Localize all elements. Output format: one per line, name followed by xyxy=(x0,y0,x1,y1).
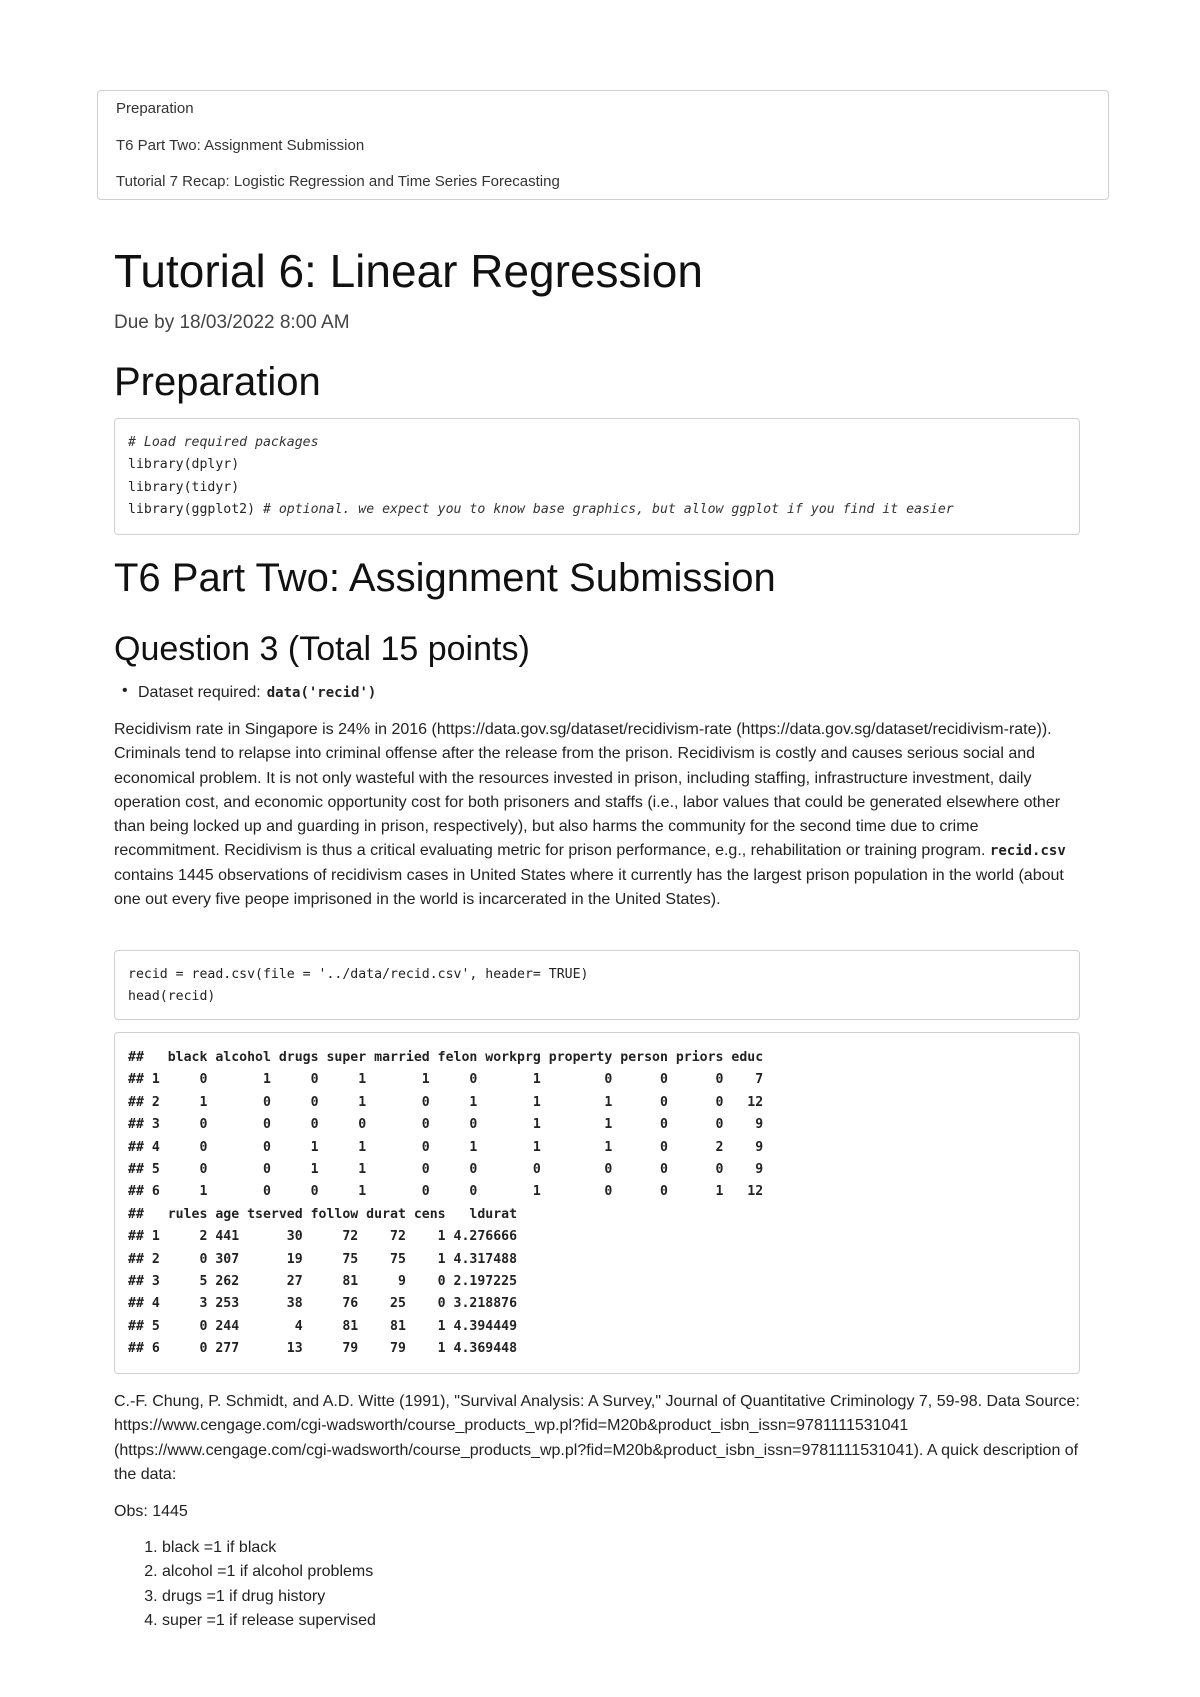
output-line: ## black alcohol drugs super married felon workprg property person priors educ xyxy=(128,1050,764,1065)
obs-count: Obs: 1445 xyxy=(114,1503,188,1520)
output-line: ## 3 0 0 0 0 0 0 1 1 0 0 9 xyxy=(128,1117,764,1133)
bullet-dot: • xyxy=(122,682,128,699)
section-heading-part-two: T6 Part Two: Assignment Submission xyxy=(114,556,776,600)
list-item: 1. black =1 if black xyxy=(162,1536,376,1560)
page-title: Tutorial 6: Linear Regression xyxy=(114,245,703,297)
output-line: ## 3 5 262 27 81 9 0 2.197225 xyxy=(128,1274,518,1290)
list-item: 4. super =1 if release supervised xyxy=(162,1609,376,1633)
output-line: ## 2 0 307 19 75 75 1 4.317488 xyxy=(128,1251,518,1267)
output-line: ## 5 0 244 4 81 81 1 4.394449 xyxy=(128,1318,518,1334)
code-line: head(recid) xyxy=(128,989,216,1005)
dataset-code: data('recid') xyxy=(266,685,377,701)
code-line: library(tidyr) xyxy=(128,479,240,495)
dataset-label: Dataset required: xyxy=(138,684,261,701)
output-line: ## 6 0 277 13 79 79 1 4.369448 xyxy=(128,1341,518,1357)
list-item: 2. alcohol =1 if alcohol problems xyxy=(162,1560,376,1584)
section-heading-preparation: Preparation xyxy=(114,360,321,404)
list-item: 3. drugs =1 if drug history xyxy=(162,1585,376,1609)
code-comment: # optional. we expect you to know base graphics, but allow ggplot if you find it easier xyxy=(262,501,954,517)
due-date: Due by 18/03/2022 8:00 AM xyxy=(114,312,350,333)
question-heading: Question 3 (Total 15 points) xyxy=(114,630,530,668)
code-block-packages xyxy=(114,418,1080,535)
output-line: ## 4 3 253 38 76 25 0 3.218876 xyxy=(128,1296,518,1312)
intro-paragraph xyxy=(114,718,1080,912)
code-output-block xyxy=(114,1032,1080,1374)
intro-text-2: contains 1445 observations of recidivism cases in United States where it currently has the largest prison population in the world (about one out every five peope imprisoned in the world is incarcerated in the United States). xyxy=(114,866,1064,909)
code-comment: # Load required packages xyxy=(128,435,319,450)
output-line: ## rules age tserved follow durat cens ldurat xyxy=(128,1206,518,1222)
table-of-contents xyxy=(97,90,1109,200)
dataset-bullet xyxy=(122,682,377,702)
toc-item-tutorial-7-recap[interactable]: Tutorial 7 Recap: Logistic Regression and Time Series Forecasting xyxy=(116,173,560,190)
toc-item-preparation[interactable]: Preparation xyxy=(116,100,194,117)
code-line: recid = read.csv(file = '../data/recid.csv', header= TRUE) xyxy=(128,967,589,982)
code-block-read-csv xyxy=(114,950,1080,1020)
output-line: ## 5 0 0 1 1 0 0 0 0 0 0 9 xyxy=(128,1162,764,1178)
intro-inline-code: recid.csv xyxy=(989,843,1066,860)
output-line: ## 1 2 441 30 72 72 1 4.276666 xyxy=(128,1229,518,1245)
toc-item-part-two[interactable]: T6 Part Two: Assignment Submission xyxy=(116,137,365,154)
citation-paragraph: C.-F. Chung, P. Schmidt, and A.D. Witte (1991), "Survival Analysis: A Survey," Journal of Quantitative Criminology 7, 59-98. Data Source: https://www.cengage.com/cgi-wadsworth/course_products_wp.pl?fid=M20b&product_isbn_issn=9781111531041 (https://www.cengage.com/cgi-wadsworth/course_products_wp.pl?fid=M20b&product_isbn_issn=9781111531041). A quick description of the data: xyxy=(114,1393,1080,1483)
output-line: ## 2 1 0 0 1 0 1 1 1 0 0 12 xyxy=(128,1094,764,1110)
code-line: library(ggplot2) xyxy=(128,501,263,517)
output-line: ## 4 0 0 1 1 0 1 1 1 0 2 9 xyxy=(128,1139,764,1155)
intro-text-1: Recidivism rate in Singapore is 24% in 2016 (https://data.gov.sg/dataset/recidivism-rate (https://data.gov.sg/dataset/recidivism-rate)). Criminals tend to relapse into criminal offense after the release from the prison. Recidivism is costly and causes serious social and economical problem. It is not only wasteful with the resources invested in prison, including staffing, infrastructure investment, daily operation cost, and economic opportunity cost for both prisoners and staffs (i.e., labor values that could be generated elsewhere other than being locked up and guarding in prison, respectively), but also harms the community for the second time due to crime recommitment. Recidivism is thus a critical evaluating metric for prison performance, e.g., rehabilitation or training program. xyxy=(114,721,1061,860)
output-line: ## 1 0 1 0 1 1 0 1 0 0 0 7 xyxy=(128,1072,764,1088)
code-line: library(dplyr) xyxy=(128,457,240,473)
output-line: ## 6 1 0 0 1 0 0 1 0 0 1 12 xyxy=(128,1184,764,1200)
variable-list xyxy=(114,1536,376,1633)
